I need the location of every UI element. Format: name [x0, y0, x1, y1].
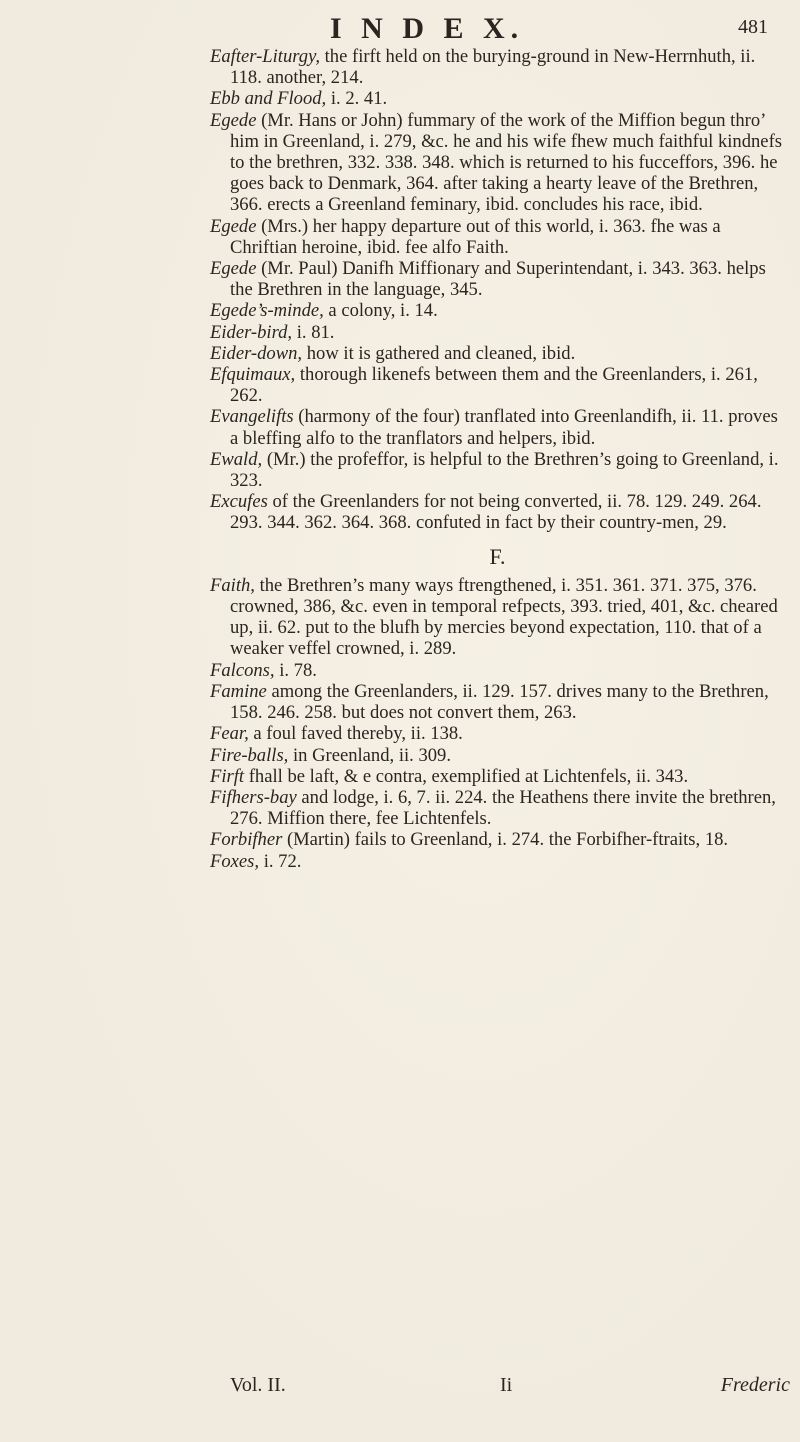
section-letter-f: F. [489, 543, 506, 569]
index-entry [210, 766, 785, 787]
entry-headword: Fire-balls, [210, 744, 289, 766]
index-entry [210, 491, 785, 533]
entry-headword: Faith, [210, 574, 255, 596]
volume-label: Vol. II. [230, 1374, 286, 1396]
entry-headword: Ewald, [210, 448, 263, 470]
entry-text: i. 2. 41. [326, 88, 388, 110]
entry-text: (Mr. Paul) Danifh Miffionary and Superintendant, i. 343. 363. helps the Brethren in the language, 345. [230, 258, 766, 301]
index-entry [210, 575, 785, 660]
entry-text: of the Greenlanders for not being converted, ii. 78. 129. 249. 264. 293. 344. 362. 364. 368. confuted in fact by their country-men, 29. [230, 491, 762, 534]
index-entry [210, 110, 785, 216]
entry-text: how it is gathered and cleaned, ibid. [302, 342, 576, 364]
index-column [210, 46, 785, 872]
entry-text: fhall be laft, & e contra, exemplified at Lichtenfels, ii. 343. [244, 765, 689, 787]
entry-headword: Efquimaux, [210, 364, 296, 386]
entry-text: (Mr.) the profeffor, is helpful to the Brethren’s going to Greenland, i. 323. [230, 448, 779, 492]
catchword: Frederic [720, 1374, 790, 1396]
entry-headword: Firft [210, 765, 245, 787]
entry-text: (Mr. Hans or John) fummary of the work of the Miffion begun thro’ him in Greenland, i. 279, &c. he and his wife fhew much faithful kindnefs to the brethren, 332. 338. 348. which is returned to his fucceffors, 396. he goes back to Denmark, 364. after taking a hearty leave of the Brethren, 366. erects a Greenland feminary, ibid. concludes his race, ibid. [230, 109, 782, 216]
page-footer [230, 1374, 790, 1400]
entry-text: the Brethren’s many ways ftrengthened, i. 351. 361. 371. 375, 376. crowned, 386, &c. even in temporal refpects, 393. tried, 401, &c. cheared up, ii. 62. put to the blufh by mercies beyond expectation, 110. that of a weaker veffel crowned, i. 289. [230, 574, 778, 660]
entry-text: (Mrs.) her happy departure out of this world, i. 363. fhe was a Chriftian heroine, ibid. fee alfo Faith. [230, 215, 721, 258]
entry-text: the firft held on the burying-ground in New-Herrnhuth, ii. 118. another, 214. [230, 46, 756, 89]
index-entry [210, 660, 785, 681]
index-entry [210, 745, 785, 766]
page-number: 481 [738, 16, 768, 38]
page-header [0, 12, 800, 48]
index-entry [210, 364, 785, 406]
entry-headword: Famine [210, 680, 267, 702]
entry-headword: Forbifher [210, 829, 283, 851]
index-entry [210, 258, 785, 300]
index-section-e [210, 46, 785, 534]
entry-headword: Eafter-Liturgy, [210, 46, 320, 67]
entry-text: a foul faved thereby, ii. 138. [248, 723, 463, 745]
entry-text: a colony, i. 14. [323, 300, 438, 322]
index-entry [210, 851, 785, 872]
index-entry [210, 322, 785, 343]
entry-headword: Foxes, [210, 850, 260, 872]
entry-text: i. 81. [292, 321, 335, 343]
index-entry [210, 300, 785, 321]
entry-text: i. 78. [274, 659, 317, 681]
entry-headword: Egede [210, 109, 257, 131]
entry-headword: Egede [210, 258, 257, 280]
index-entry [210, 449, 785, 491]
entry-text: thorough likenefs between them and the Greenlanders, i. 261, 262. [230, 364, 758, 407]
entry-headword: Excufes [210, 491, 268, 513]
index-entry [210, 723, 785, 744]
entry-text: (harmony of the four) tranflated into Greenlandifh, ii. 11. proves a bleffing alfo to the tranflators and helpers, ibid. [230, 406, 778, 449]
entry-text: (Martin) fails to Greenland, i. 274. the Forbifher-ftraits, 18. [282, 829, 729, 851]
index-entry [210, 787, 785, 829]
index-entry [210, 829, 785, 850]
entry-text: in Greenland, ii. 309. [288, 744, 451, 766]
entry-headword: Eider-bird, [210, 321, 293, 343]
signature-mark: Ii [500, 1374, 513, 1396]
entry-headword: Eider-down, [210, 342, 303, 364]
index-entry [210, 88, 785, 109]
entry-headword: Falcons, [210, 659, 275, 681]
entry-text: among the Greenlanders, ii. 129. 157. drives many to the Brethren, 158. 246. 258. but does not convert them, 263. [230, 680, 769, 724]
entry-headword: Egede’s-minde, [210, 300, 324, 322]
index-section-f [210, 575, 785, 872]
entry-headword: Ebb and Flood, [210, 88, 327, 110]
entry-headword: Egede [210, 215, 257, 237]
index-entry [210, 216, 785, 258]
index-entry [210, 681, 785, 723]
index-entry [210, 343, 785, 364]
entry-headword: Evangelifts [210, 406, 294, 428]
index-entry [210, 406, 785, 448]
entry-text: i. 72. [259, 850, 302, 872]
entry-headword: Fifhers-bay [210, 786, 297, 808]
index-entry [210, 46, 785, 88]
entry-text: and lodge, i. 6, 7. ii. 224. the Heathens there invite the brethren, 276. Miffion there, fee Lichtenfels. [230, 786, 776, 830]
running-head: I N D E X. [330, 12, 525, 45]
entry-headword: Fear, [210, 723, 249, 745]
